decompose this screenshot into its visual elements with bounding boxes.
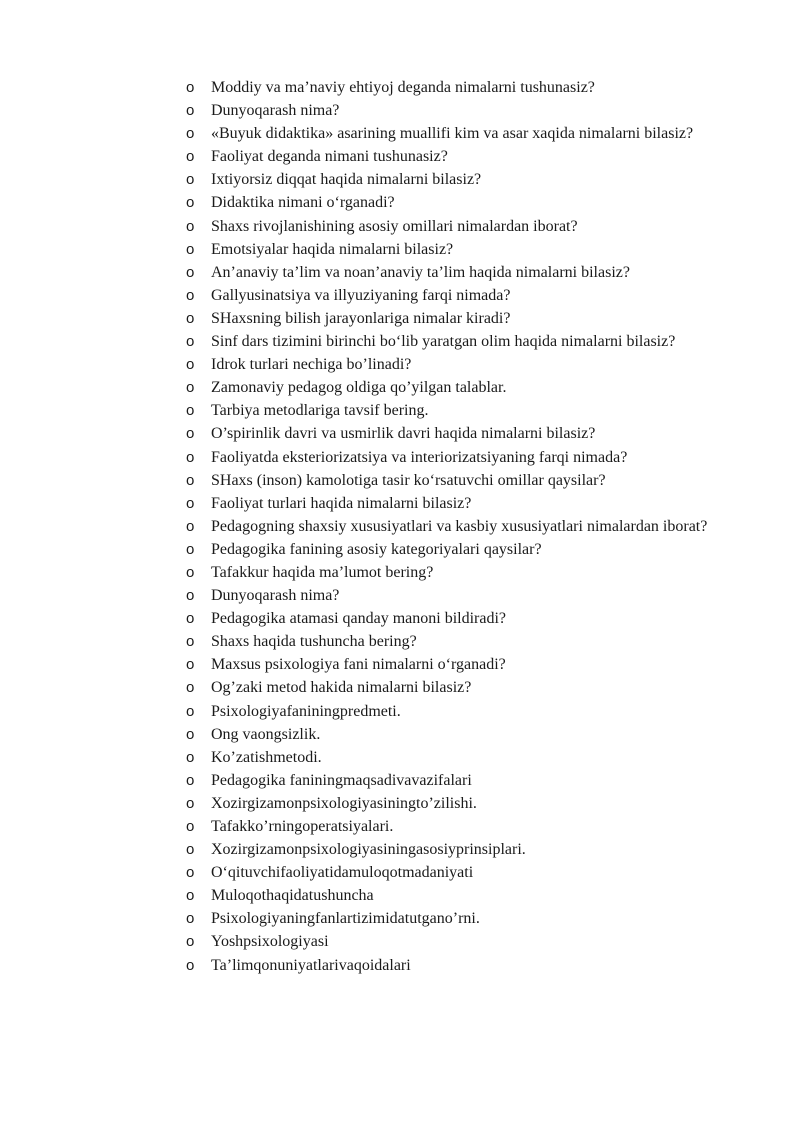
list-item: [186, 630, 746, 653]
question-text: Ko’zatishmetodi.: [211, 748, 322, 766]
bullet-icon: o: [186, 471, 195, 489]
question-text: Dunyoqarash nima?: [211, 102, 340, 120]
list-item: [186, 399, 746, 422]
question-text: Muloqothaqidatushuncha: [211, 887, 374, 905]
list-item: [186, 353, 746, 376]
question-text: Gallyusinatsiya va illyuziyaning farqi nimada?: [211, 286, 511, 304]
bullet-icon: o: [186, 540, 195, 558]
list-item: [186, 561, 746, 584]
question-text: Tarbiya metodlariga tavsif bering.: [211, 402, 429, 420]
list-item: [186, 515, 746, 538]
list-item: [186, 191, 746, 214]
question-text: Pedagogning shaxsiy xususiyatlari va kasbiy xususiyatlari nimalardan iborat?: [211, 517, 708, 535]
list-item: [186, 954, 746, 977]
question-text: O’spirinlik davri va usmirlik davri haqida nimalarni bilasiz?: [211, 425, 596, 443]
question-text: Emotsiyalar haqida nimalarni bilasiz?: [211, 240, 454, 258]
bullet-icon: o: [186, 286, 195, 304]
question-text: Ixtiyorsiz diqqat haqida nimalarni bilasiz?: [211, 171, 482, 189]
question-text: Yoshpsixologiyasi: [211, 933, 329, 951]
list-item: [186, 145, 746, 168]
question-text: Xozirgizamonpsixologiyasiningasosiyprinsiplari.: [211, 841, 526, 859]
question-text: SHaxs (inson) kamolotiga tasir ko‘rsatuvchi omillar qaysilar?: [211, 471, 606, 489]
list-item: [186, 884, 746, 907]
question-text: Xozirgizamonpsixologiyasiningto’zilishi.: [211, 794, 477, 812]
list-item: [186, 99, 746, 122]
bullet-icon: o: [186, 656, 195, 674]
bullet-icon: o: [186, 240, 195, 258]
question-text: Maxsus psixologiya fani nimalarni o‘rganadi?: [211, 656, 506, 674]
bullet-icon: o: [186, 517, 195, 535]
question-text: Faoliyatda eksteriorizatsiya va interiorizatsiyaning farqi nimada?: [211, 448, 628, 466]
question-text: Faoliyat deganda nimani tushunasiz?: [211, 148, 448, 166]
bullet-icon: o: [186, 956, 195, 974]
list-item: [186, 769, 746, 792]
bullet-icon: o: [186, 102, 195, 120]
list-item: [186, 307, 746, 330]
question-text: Tafakko’rningoperatsiyalari.: [211, 818, 394, 835]
question-text: Pedagogika fanining asosiy kategoriyalari qaysilar?: [211, 540, 542, 558]
question-text: Sinf dars tizimini birinchi bo‘lib yaratgan olim haqida nimalarni bilasiz?: [211, 333, 676, 351]
bullet-icon: o: [186, 79, 195, 96]
bullet-icon: o: [186, 748, 195, 766]
question-text: Zamonaviy pedagog oldiga qo’yilgan talablar.: [211, 379, 507, 397]
bullet-icon: o: [186, 933, 195, 951]
bullet-icon: o: [186, 356, 195, 374]
list-item: [186, 422, 746, 445]
bullet-icon: o: [186, 148, 195, 166]
list-item: [186, 330, 746, 353]
list-item: [186, 607, 746, 630]
bullet-icon: o: [186, 263, 195, 281]
list-item: [186, 261, 746, 284]
question-text: «Buyuk didaktika» asarining muallifi kim va asar xaqida nimalarni bilasiz?: [211, 125, 694, 143]
list-item: [186, 215, 746, 238]
list-item: [186, 122, 746, 145]
list-item: [186, 930, 746, 953]
bullet-icon: o: [186, 702, 195, 720]
bullet-icon: o: [186, 379, 195, 397]
list-item: [186, 538, 746, 561]
list-item: [186, 838, 746, 861]
bullet-icon: o: [186, 448, 195, 466]
bullet-icon: o: [186, 887, 195, 905]
question-text: Moddiy va ma’naviy ehtiyoj deganda nimalarni tushunasiz?: [211, 79, 595, 96]
bullet-icon: o: [186, 402, 195, 420]
list-item: [186, 584, 746, 607]
list-item: [186, 792, 746, 815]
bullet-icon: o: [186, 333, 195, 351]
list-item: [186, 76, 746, 99]
list-item: [186, 492, 746, 515]
question-text: Tafakkur haqida ma’lumot bering?: [211, 563, 434, 581]
list-item: [186, 469, 746, 492]
list-item: [186, 861, 746, 884]
bullet-icon: o: [186, 217, 195, 235]
list-item: [186, 238, 746, 261]
question-text: Didaktika nimani o‘rganadi?: [211, 194, 395, 212]
list-item: [186, 907, 746, 930]
question-text: Dunyoqarash nima?: [211, 587, 340, 605]
bullet-icon: o: [186, 841, 195, 859]
list-item: [186, 700, 746, 723]
list-item: [186, 168, 746, 191]
bullet-icon: o: [186, 171, 195, 189]
list-item: [186, 446, 746, 469]
bullet-icon: o: [186, 194, 195, 212]
question-text: Shaxs rivojlanishining asosiy omillari nimalardan iborat?: [211, 217, 578, 235]
bullet-icon: o: [186, 633, 195, 651]
question-text: Faoliyat turlari haqida nimalarni bilasiz?: [211, 494, 472, 512]
list-item: [186, 376, 746, 399]
question-text: Og’zaki metod hakida nimalarni bilasiz?: [211, 679, 472, 697]
question-text: Psixologiyafaniningpredmeti.: [211, 702, 401, 720]
list-item: [186, 676, 746, 699]
bullet-icon: o: [186, 910, 195, 928]
question-text: SHaxsning bilish jarayonlariga nimalar kiradi?: [211, 309, 511, 327]
bullet-icon: o: [186, 587, 195, 605]
question-text: O‘qituvchifaoliyatidamuloqotmadaniyati: [211, 864, 474, 882]
question-text: Psixologiyaningfanlartizimidatutgano’rni.: [211, 910, 480, 928]
bullet-icon: o: [186, 309, 195, 327]
question-text: Idrok turlari nechiga bo’linadi?: [211, 356, 412, 374]
bullet-icon: o: [186, 725, 195, 743]
list-item: [186, 284, 746, 307]
bullet-icon: o: [186, 794, 195, 812]
question-text: Shaxs haqida tushuncha bering?: [211, 633, 417, 651]
bullet-icon: o: [186, 818, 195, 835]
question-text: Pedagogika faniningmaqsadivavazifalari: [211, 771, 472, 789]
bullet-icon: o: [186, 610, 195, 628]
question-text: Pedagogika atamasi qanday manoni bildiradi?: [211, 610, 507, 628]
bullet-icon: o: [186, 679, 195, 697]
list-item: [186, 815, 746, 838]
question-text: Ong vaongsizlik.: [211, 725, 321, 743]
bullet-icon: o: [186, 771, 195, 789]
question-text: An’anaviy ta’lim va noan’anaviy ta’lim haqida nimalarni bilasiz?: [211, 263, 630, 281]
list-item: [186, 746, 746, 769]
bullet-icon: o: [186, 425, 195, 443]
list-item: [186, 723, 746, 746]
bullet-icon: o: [186, 125, 195, 143]
bullet-icon: o: [186, 864, 195, 882]
bullet-icon: o: [186, 494, 195, 512]
question-text: Ta’limqonuniyatlarivaqoidalari: [211, 956, 411, 974]
list-item: [186, 653, 746, 676]
bullet-icon: o: [186, 563, 195, 581]
question-list: [186, 76, 746, 977]
